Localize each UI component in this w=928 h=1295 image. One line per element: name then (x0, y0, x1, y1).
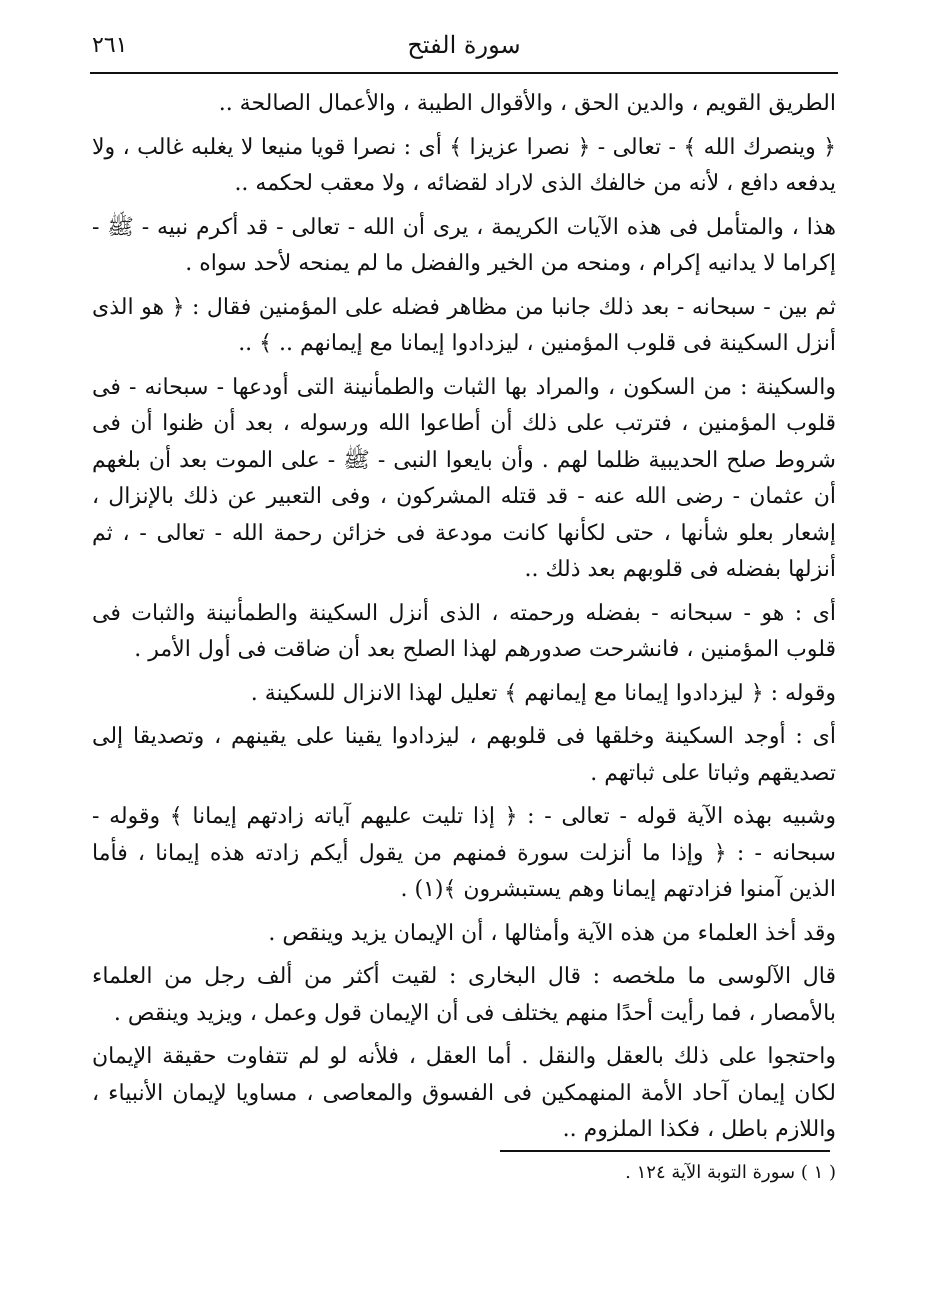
page-number: ٢٦١ (92, 33, 128, 58)
paragraph: وشبيه بهذه الآية قوله - تعالى - : ﴿ إذا تليت عليهم آياته زادتهم إيمانا ﴾ وقوله - سبحانه - : ﴿ وإذا ما أنزلت سورة فمنهم من يقول أيكم زادته هذه إيمانا ، فأما الذين آمنوا فزادتهم إيمانا وهم يستبشرون ﴾(١) . (92, 804, 836, 902)
paragraph: واحتجوا على ذلك بالعقل والنقل . أما العقل ، فلأنه لو لم تتفاوت حقيقة الإيمان لكان إيمان آحاد الأمة المنهمكين فى الفسوق والمعاصى ، مساويا لإيمان الأنبياء ، واللازم باطل ، فكذا الملزوم .. (92, 1044, 836, 1142)
paragraph: وقوله : ﴿ ليزدادوا إيمانا مع إيمانهم ﴾ تعليل لهذا الانزال للسكينة . (250, 680, 836, 706)
paragraph: ﴿ وينصرك الله ﴾ - تعالى - ﴿ نصرا عزيزا ﴾ أى : نصرا قويا منيعا لا يغلبه غالب ، ولا يدفعه دافع ، لأنه من خالفك الذى لاراد لقضائه ، ولا معقب لحكمه .. (92, 134, 836, 196)
footnote: ( ١ ) سورة التوبة الآية ١٢٤ . (625, 1162, 836, 1183)
paragraph: وقد أخذ العلماء من هذه الآية وأمثالها ، أن الإيمان يزيد وينقص . (268, 920, 836, 946)
paragraph: ثم بين - سبحانه - بعد ذلك جانبا من مظاهر فضله على المؤمنين فقال : ﴿ هو الذى أنزل السكينة فى قلوب المؤمنين ، ليزدادوا إيمانا مع إيمانهم .. ﴾ .. (92, 294, 836, 356)
footnote-divider (500, 1150, 830, 1152)
body-text (92, 86, 836, 1156)
paragraph: أى : هو - سبحانه - بفضله ورحمته ، الذى أنزل السكينة والطمأنينة والثبات فى قلوب المؤمنين ، فانشرحت صدورهم لهذا الصلح بعد أن ضاقت فى أول الأمر . (92, 600, 836, 662)
paragraph: هذا ، والمتأمل فى هذه الآيات الكريمة ، يرى أن الله - تعالى - قد أكرم نبيه - ﷺ - إكراما لا يدانيه إكرام ، ومنحه من الخير والفضل ما لم يمنحه لأحد سواه . (92, 214, 836, 276)
paragraph: الطريق القويم ، والدين الحق ، والأقوال الطيبة ، والأعمال الصالحة .. (218, 91, 836, 116)
paragraph: أى : أوجد السكينة وخلقها فى قلوبهم ، ليزدادوا يقينا على يقينهم ، وتصديقا إلى تصديقهم وثباتا على ثباتهم . (92, 724, 836, 786)
paragraph: قال الآلوسى ما ملخصه : قال البخارى : لقيت أكثر من ألف رجل من العلماء بالأمصار ، فما رأيت أحدًا منهم يختلف فى أن الإيمان قول وعمل ، ويزيد وينقص . (92, 964, 836, 1026)
running-title: سورة الفتح (407, 31, 521, 59)
header-divider (90, 72, 838, 74)
paragraph: والسكينة : من السكون ، والمراد بها الثبات والطمأنينة التى أودعها - سبحانه - فى قلوب المؤمنين ، فترتب على ذلك أن أطاعوا الله ورسوله ، بعد أن ظنوا أن فى شروط صلح الحديبية ظلما لهم . وأن بايعوا النبى - ﷺ - على الموت بعد أن بلغهم أن عثمان - رضى الله عنه - قد قتله المشركون ، وفى التعبير عن ذلك بالإنزال ، إشعار بعلو شأنها ، حتى لكأنها كانت مودعة فى خزائن رحمة الله - تعالى - ، ثم أنزلها بفضله فى قلوبهم بعد ذلك .. (92, 374, 836, 582)
